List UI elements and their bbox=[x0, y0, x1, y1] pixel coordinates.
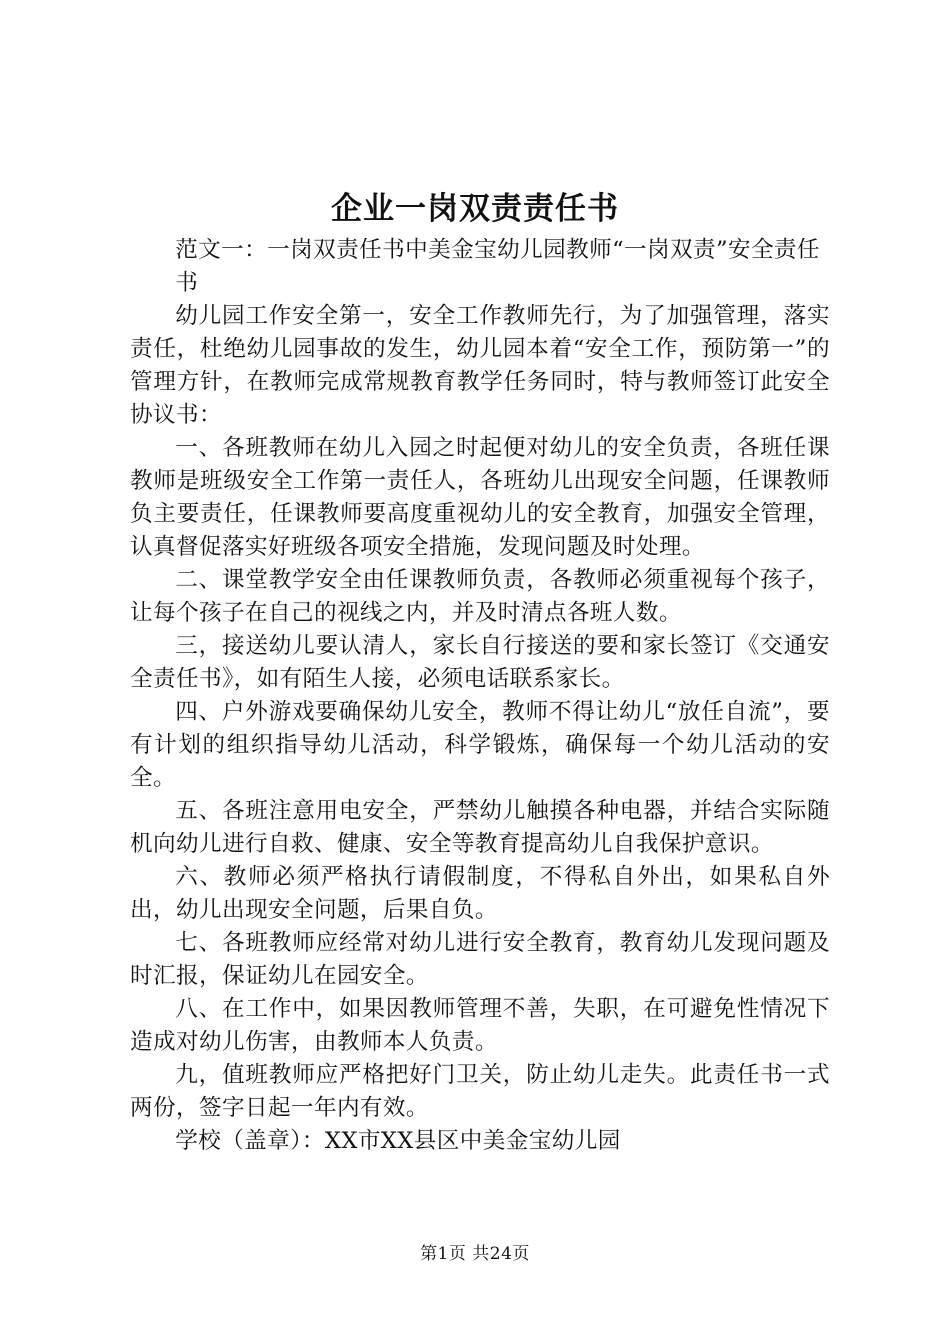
paragraph-clause-3: 三，接送幼儿要认清人，家长自行接送的要和家长签订《交通安全责任书》，如有陌生人接，必须电话联系家长。 bbox=[130, 633, 830, 692]
paragraph-intro: 范文一：一岗双责任书中美金宝幼儿园教师“一岗双责”安全责任 bbox=[175, 237, 820, 263]
paragraph-signature: 学校（盖章）：XX市XX县区中美金宝幼儿园 bbox=[175, 1128, 621, 1154]
paragraph-clause-4: 四、户外游戏要确保幼儿安全，教师不得让幼儿“放任自流”，要有计划的组织指导幼儿活动，科学锻炼，确保每一个幼儿活动的安全。 bbox=[130, 699, 830, 791]
paragraph-clause-9: 九，值班教师应严格把好门卫关，防止幼儿走失。此责任书一式两份，签字日起一年内有效。 bbox=[130, 1062, 830, 1121]
document-title: 企业一岗双责责任书 bbox=[331, 191, 619, 227]
paragraph-clause-8: 八、在工作中，如果因教师管理不善，失职，在可避免性情况下造成对幼儿伤害，由教师本人负责。 bbox=[130, 996, 830, 1055]
paragraph-clause-5: 五、各班注意用电安全，严禁幼儿触摸各种电器，并结合实际随机向幼儿进行自救、健康、安全等教育提高幼儿自我保护意识。 bbox=[130, 798, 830, 857]
paragraph-clause-7: 七、各班教师应经常对幼儿进行安全教育，教育幼儿发现问题及时汇报，保证幼儿在园安全。 bbox=[130, 930, 830, 989]
document-body bbox=[130, 234, 830, 1158]
page-number-footer: 第1页 共24页 bbox=[420, 1244, 530, 1264]
paragraph-preamble: 幼儿园工作安全第一，安全工作教师先行，为了加强管理，落实责任，杜绝幼儿园事故的发生，幼儿园本着“安全工作，预防第一”的管理方针，在教师完成常规教育教学任务同时，特与教师签订此安全协议书： bbox=[130, 303, 830, 428]
paragraph-clause-1: 一、各班教师在幼儿入园之时起便对幼儿的安全负责，各班任课教师是班级安全工作第一责任人，各班幼儿出现安全问题，任课教师负主要责任，任课教师要高度重视幼儿的安全教育，加强安全管理，认真督促落实好班级各项安全措施，发现问题及时处理。 bbox=[130, 435, 830, 560]
paragraph-clause-2: 二、课堂教学安全由任课教师负责，各教师必须重视每个孩子，让每个孩子在自己的视线之内，并及时清点各班人数。 bbox=[130, 567, 830, 626]
paragraph-intro-continuation: 书 bbox=[175, 270, 199, 296]
paragraph-clause-6: 六、教师必须严格执行请假制度，不得私自外出，如果私自外出，幼儿出现安全问题，后果自负。 bbox=[130, 864, 830, 923]
